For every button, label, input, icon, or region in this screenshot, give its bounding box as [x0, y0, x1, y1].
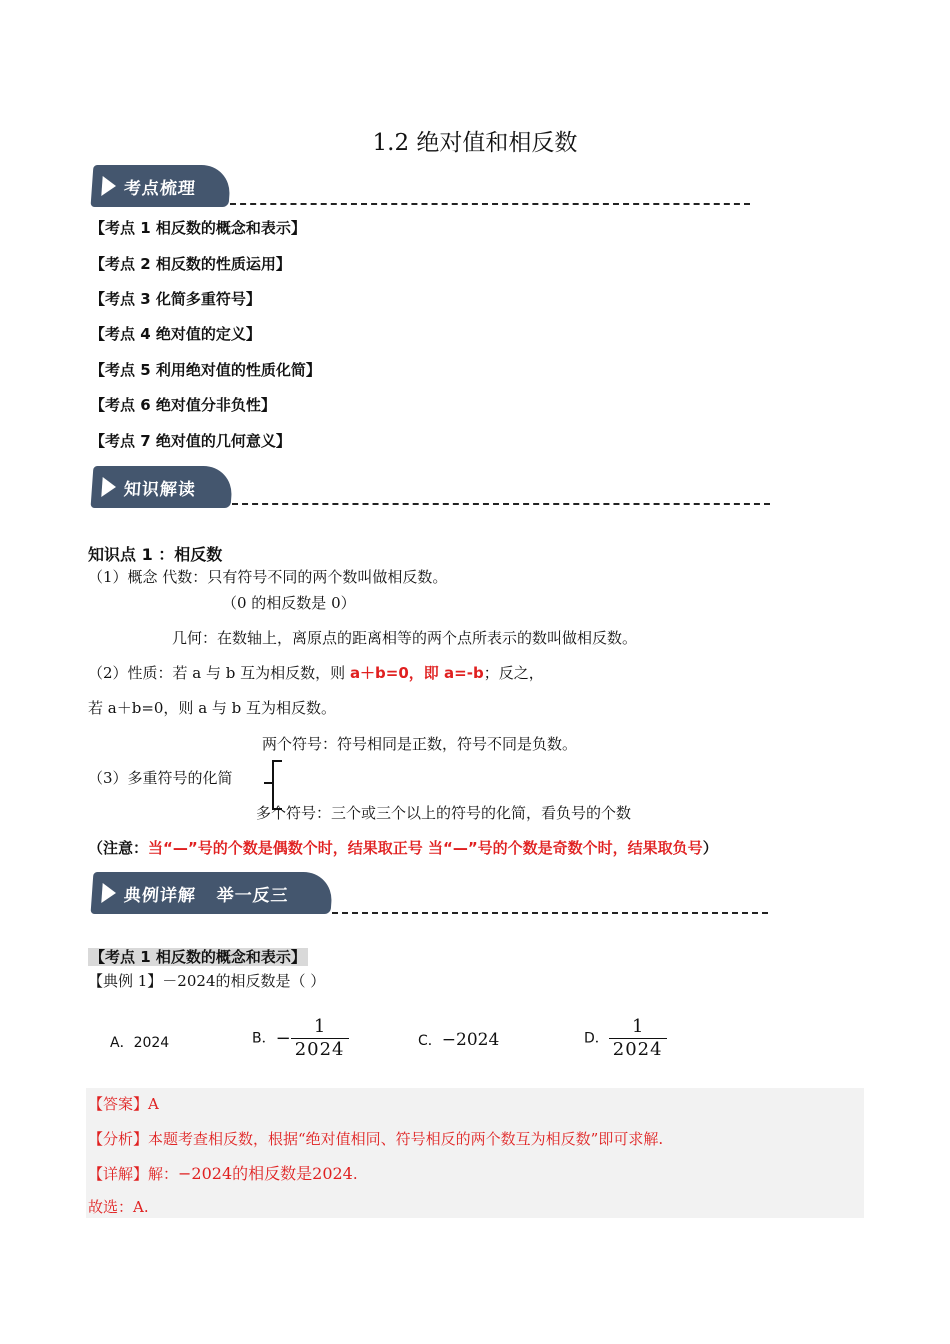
- answer-box: [86, 1088, 864, 1218]
- kaodian-item: 【考点 4 绝对值的定义】: [90, 325, 261, 343]
- play-arrow-icon: [101, 176, 116, 196]
- knowledge-heading: 知识点 1 ：相反数: [88, 545, 223, 564]
- option-b: [252, 1016, 349, 1061]
- note-open: （注意：: [88, 839, 149, 857]
- two-signs-line: 两个符号：符号相同是正数，符号不同是负数。: [262, 735, 578, 753]
- analysis-line: 【分析】本题考查相反数，根据“绝对值相同、符号相反的两个数互为相反数”即可求解.: [88, 1130, 664, 1148]
- section-banner-kaodian: [91, 165, 232, 207]
- detail-line: [88, 1161, 358, 1184]
- detail-math: −2024的相反数是2024: [178, 1164, 353, 1183]
- choice-line: 故选：A.: [88, 1198, 149, 1216]
- example-kaodian-label: 【考点 1 相反数的概念和表示】: [90, 948, 306, 966]
- banner-label: 典例详解 举一反三: [123, 885, 290, 906]
- multi-sign-label: （3）多重符号的化简: [88, 769, 233, 787]
- option-d: [584, 1016, 667, 1061]
- detail-suffix: .: [352, 1165, 358, 1183]
- play-arrow-icon: [101, 477, 116, 497]
- section-banner-zhishi: [91, 466, 234, 508]
- divider: [230, 203, 750, 205]
- option-c-label: C．: [418, 1033, 442, 1049]
- option-a-label: A．: [110, 1035, 134, 1051]
- section-banner-dianli: [91, 872, 334, 914]
- concept-line: [88, 566, 447, 587]
- option-c: [418, 1030, 499, 1050]
- property-red: a＋b=0，即 a=-b: [349, 664, 484, 682]
- kaodian-item: 【考点 2 相反数的性质运用】: [90, 255, 291, 273]
- kaodian-item: 【考点 6 绝对值分非负性】: [90, 396, 276, 414]
- kaodian-item: 【考点 7 绝对值的几何意义】: [90, 432, 291, 450]
- note-red: 当“—”号的个数是偶数个时，结果取正号 当“—”号的个数是奇数个时，结果取负号: [148, 839, 703, 857]
- property-suffix: ；反之，: [483, 664, 544, 682]
- note-line: [88, 837, 718, 858]
- brace-tick: [264, 782, 272, 784]
- many-signs-line: 多个符号：三个或三个以上的符号的化简，看负号的个数: [256, 804, 632, 822]
- converse-line: 若 a＋b=0，则 a 与 b 互为相反数。: [88, 699, 337, 717]
- option-b-numerator: 1: [313, 1016, 326, 1037]
- option-d-label: D．: [584, 1030, 609, 1047]
- option-d-numerator: 1: [631, 1016, 644, 1037]
- property-prefix: （2）性质：若 a 与 b 互为相反数，则: [88, 664, 350, 682]
- example-question: 【典例 1】－2024的相反数是（ ）: [88, 972, 326, 990]
- option-a-value: 2024: [133, 1035, 170, 1051]
- zero-note: （0 的相反数是 0）: [222, 594, 356, 612]
- option-c-value: −2024: [441, 1030, 500, 1050]
- geometry-line: 几何：在数轴上，离原点的距离相等的两个点所表示的数叫做相反数。: [172, 629, 638, 647]
- concept-prefix: （1）概念 代数：: [88, 568, 208, 586]
- option-d-denominator: 2024: [609, 1038, 667, 1061]
- divider: [232, 503, 770, 505]
- kaodian-item: 【考点 3 化简多重符号】: [90, 290, 261, 308]
- option-d-fraction: [609, 1016, 667, 1061]
- answer-line: 【答案】A: [88, 1095, 159, 1113]
- property-line: [88, 662, 544, 683]
- option-b-label: B．: [252, 1030, 276, 1047]
- kaodian-item: 【考点 5 利用绝对值的性质化简】: [90, 361, 321, 379]
- divider: [332, 912, 768, 914]
- option-b-denominator: 2024: [291, 1038, 349, 1061]
- note-close: ）: [702, 839, 718, 857]
- kaodian-item: 【考点 1 相反数的概念和表示】: [90, 219, 306, 237]
- page-title: 1.2 绝对值和相反数: [372, 130, 578, 156]
- banner-label: 考点梳理: [123, 178, 197, 199]
- option-b-fraction: [291, 1016, 349, 1061]
- concept-algebra: 只有符号不同的两个数叫做相反数。: [207, 568, 448, 586]
- play-arrow-icon: [101, 883, 116, 903]
- banner-label: 知识解读: [123, 479, 197, 500]
- example-kaodian: [88, 946, 308, 967]
- option-a: [110, 1032, 169, 1052]
- option-b-sign: −: [275, 1028, 291, 1049]
- detail-prefix: 【详解】解：: [88, 1165, 179, 1183]
